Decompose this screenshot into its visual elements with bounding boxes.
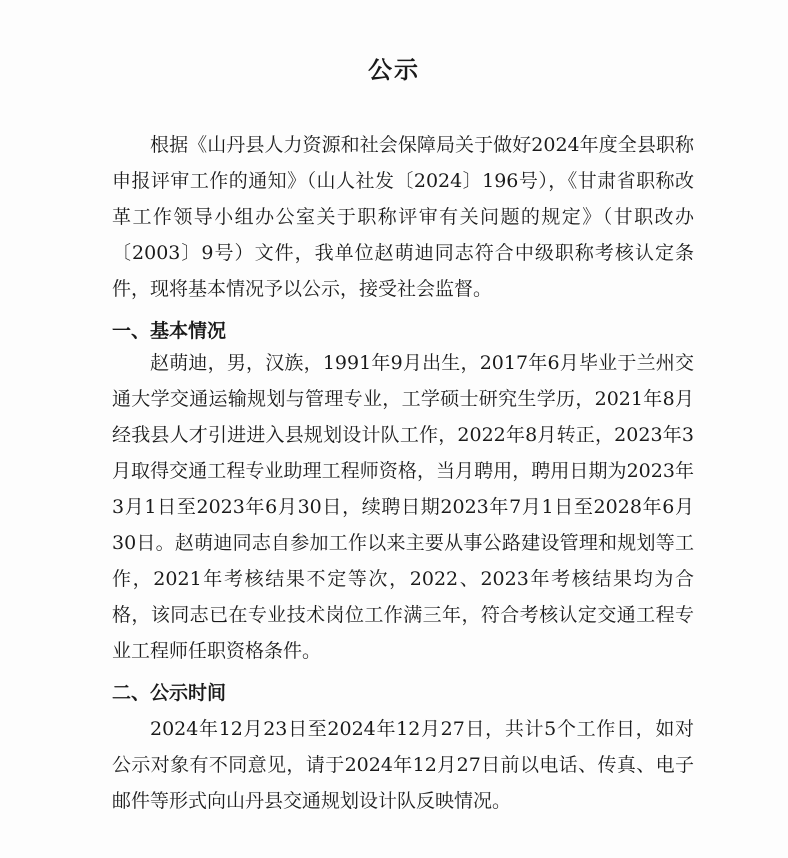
document-title: 公示 [368,56,420,84]
publicity-period-paragraph: 2024年12月23日至2024年12月27日，共计5个工作日，如对公示对象有不同意见，请于2024年12月27日前以电话、传真、电子邮件等形式向山丹县交通规划设计队反映情况。 [112,718,694,812]
section-heading-publicity-period: 二、公示时间 [112,682,227,704]
section-heading-basic-info: 一、基本情况 [112,320,227,342]
intro-paragraph: 根据《山丹县人力资源和社会保障局关于做好2024年度全县职称申报评审工作的通知》（山人社发〔2024〕196号），《甘肃省职称改革工作领导小组办公室关于职称评审有关问题的规定》（甘职改办〔2003〕9号）文件，我单位赵萌迪同志符合中级职称考核认定条件，现将基本情况予以公示，接受社会监督。 [112,134,694,300]
basic-info-paragraph: 赵萌迪，男，汉族，1991年9月出生，2017年6月毕业于兰州交通大学交通运输规划与管理专业，工学硕士研究生学历，2021年8月经我县人才引进进入县规划设计队工作，2022年8月转正，2023年3月取得交通工程专业助理工程师资格，当月聘用，聘用日期为2023年3月1日至2023年6月30日，续聘日期2023年7月1日至2028年6月30日。赵萌迪同志自参加工作以来主要从事公路建设管理和规划等工作，2021年考核结果不定等次，2022、2023年考核结果均为合格，该同志已在专业技术岗位工作满三年，符合考核认定交通工程专业工程师任职资格条件。 [112,352,694,662]
